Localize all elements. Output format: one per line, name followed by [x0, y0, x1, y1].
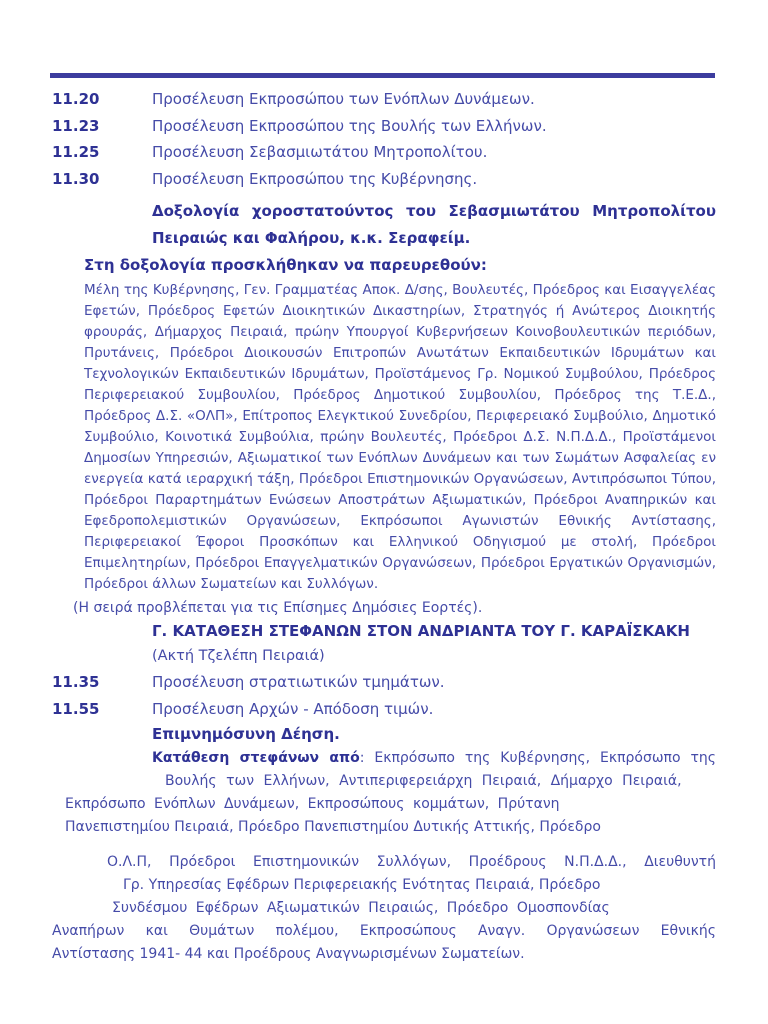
closing-paragraph-line: Γρ. Υπηρεσίας Εφέδρων Περιφερειακής Ενότητας Πειραιά, Πρόεδρο	[123, 877, 601, 893]
wreaths-line-rest: : Εκπρόσωπο της Κυβέρνησης, Εκπρόσωπο της	[359, 750, 716, 766]
closing-paragraph-line: Συνδέσμου Εφέδρων Αξιωματικών Πειραιώς, Πρόεδρο Ομοσπονδίας	[112, 900, 610, 916]
invited-heading: Στη δοξολογία προσκλήθηκαν να παρευρεθούν:	[84, 256, 487, 274]
time-label: 11.55	[52, 699, 100, 718]
event-description: Προσέλευση Εκπροσώπου των Ενόπλων Δυνάμεων.	[152, 90, 535, 108]
schedule-row	[0, 166, 768, 193]
wreaths-paragraph-line: Βουλής των Ελλήνων, Αντιπεριφερειάρχη Πειραιά, Δήμαρχο Πειραιά,	[165, 773, 682, 789]
closing-paragraph-line: Ο.Λ.Π, Πρόεδροι Επιστημονικών Συλλόγων, Προέδρους Ν.Π.Δ.Δ., Διευθυντή	[107, 854, 716, 870]
page-content	[0, 86, 768, 966]
event-description: Προσέλευση Αρχών - Απόδοση τιμών.	[152, 699, 434, 718]
event-description: Προσέλευση Εκπροσώπου της Κυβέρνησης.	[152, 169, 478, 188]
time-label: 11.23	[52, 116, 100, 135]
event-description: Προσέλευση στρατιωτικών τμημάτων.	[152, 673, 445, 691]
section-c-location: (Ακτή Τζελέπη Πειραιά)	[152, 648, 325, 664]
wreaths-bold-label: Κατάθεση στεφάνων από	[152, 750, 360, 766]
schedule-row	[0, 139, 768, 166]
wreaths-paragraph-line	[152, 747, 716, 770]
invited-paragraph: Μέλη της Κυβέρνησης, Γεν. Γραμματέας Αποκ. Δ/σης, Βουλευτές, Πρόεδρος και Εισαγγελέας Εφετών, Πρόεδρος Εφετών Διοικητικών Δικαστηρίων, Στρατηγός ή Ανώτερος Διοικητής φρουράς, Δήμαρχος Πειραιά, πρώην Υπουργοί Κυβερνήσεων Κοινοβουλευτικών περιόδων, Πρυτάνεις, Πρόεδροι Διοικουσών Επιτροπών Ανωτάτων Εκπαιδευτικών Ιδρυμάτων και Τεχνολογικών Εκπαιδευτικών Ιδρυμάτων, Προϊστάμενος Γρ. Νομικού Συμβούλου, Πρόεδρος Περιφερειακού Συμβουλίου, Πρόεδρος Δημοτικού Συμβουλίου, Πρόεδρος της Τ.Ε.Δ., Πρόεδρος Δ.Σ. «ΟΛΠ», Επίτροπος Ελεγκτικού Συνεδρίου, Περιφερειακό Συμβούλιο, Δημοτικό Συμβούλιο, Κοινοτικά Συμβούλια, πρώην Βουλευτές, Πρόεδροι Δ.Σ. Ν.Π.Δ.Δ., Προϊστάμενοι Δημοσίων Υπηρεσιών, Αξιωματικοί των Ενόπλων Δυνάμεων και των Σωμάτων Ασφαλείας εν ενεργεία κατά ιεραρχική τάξη, Πρόεδροι Επιστημονικών Οργανώσεων, Αντιπρόσωποι Τύπου, Πρόεδροι Παραρτημάτων Ενώσεων Αποστράτων Αξιωματικών, Πρόεδροι Αναπηρικών και Εφεδροπολεμιστικών Οργανώσεων, Εκπρόσωποι Αγωνιστών Εθνικής Αντίστασης, Περιφερειακοί Έφοροι Προσκόπων και Ελληνικού Οδηγισμού με στολή, Πρόεδροι Επιμελητηρίων, Πρόεδροι Επαγγελματικών Οργανώσεων, Πρόεδροι Εργατικών Οργανισμών, Πρόεδροι άλλων Σωματείων και Συλλόγων.	[84, 282, 716, 592]
top-divider-rule	[50, 73, 715, 78]
event-description: Προσέλευση Σεβασμιωτάτου Μητροπολίτου.	[152, 143, 488, 161]
schedule-row	[0, 669, 768, 696]
doxology-paragraph: Δοξολογία χοροστατούντος του Σεβασμιωτάτου Μητροπολίτου Πειραιώς και Φαλήρου, κ.κ. Σεραφείμ.	[152, 202, 716, 247]
section-c-heading: Γ. ΚΑΤΑΘΕΣΗ ΣΤΕΦΑΝΩΝ ΣΤΟΝ ΑΝΔΡΙΑΝΤΑ ΤΟΥ Γ. ΚΑΡΑΪΣΚΑΚΗ	[152, 622, 690, 640]
closing-paragraph-line: Αντίστασης 1941- 44 και Προέδρους Αναγνωρισμένων Σωματείων.	[52, 946, 525, 962]
closing-paragraph	[0, 851, 768, 966]
schedule-row	[0, 696, 768, 723]
schedule-row	[0, 113, 768, 140]
time-label: 11.25	[52, 143, 100, 161]
order-note: (Η σειρά προβλέπεται για τις Επίσημες Δημόσιες Εορτές).	[73, 600, 483, 616]
memorial-service-heading: Επιμνημόσυνη Δέηση.	[152, 725, 340, 743]
schedule-row	[0, 86, 768, 113]
time-label: 11.30	[52, 169, 100, 188]
wreaths-paragraph-line: Πανεπιστημίου Πειραιά, Πρόεδρο Πανεπιστημίου Δυτικής Αττικής, Πρόεδρο	[65, 819, 601, 835]
closing-paragraph-line: Αναπήρων και Θυμάτων πολέμου, Εκπροσώπους Αναγν. Οργανώσεων Εθνικής	[52, 923, 716, 939]
wreaths-paragraph-line: Εκπρόσωπο Ενόπλων Δυνάμεων, Εκπροσώπους κομμάτων, Πρύτανη	[65, 796, 560, 812]
event-description: Προσέλευση Εκπροσώπου της Βουλής των Ελλήνων.	[152, 116, 547, 135]
time-label: 11.20	[52, 90, 100, 108]
time-label: 11.35	[52, 673, 100, 691]
